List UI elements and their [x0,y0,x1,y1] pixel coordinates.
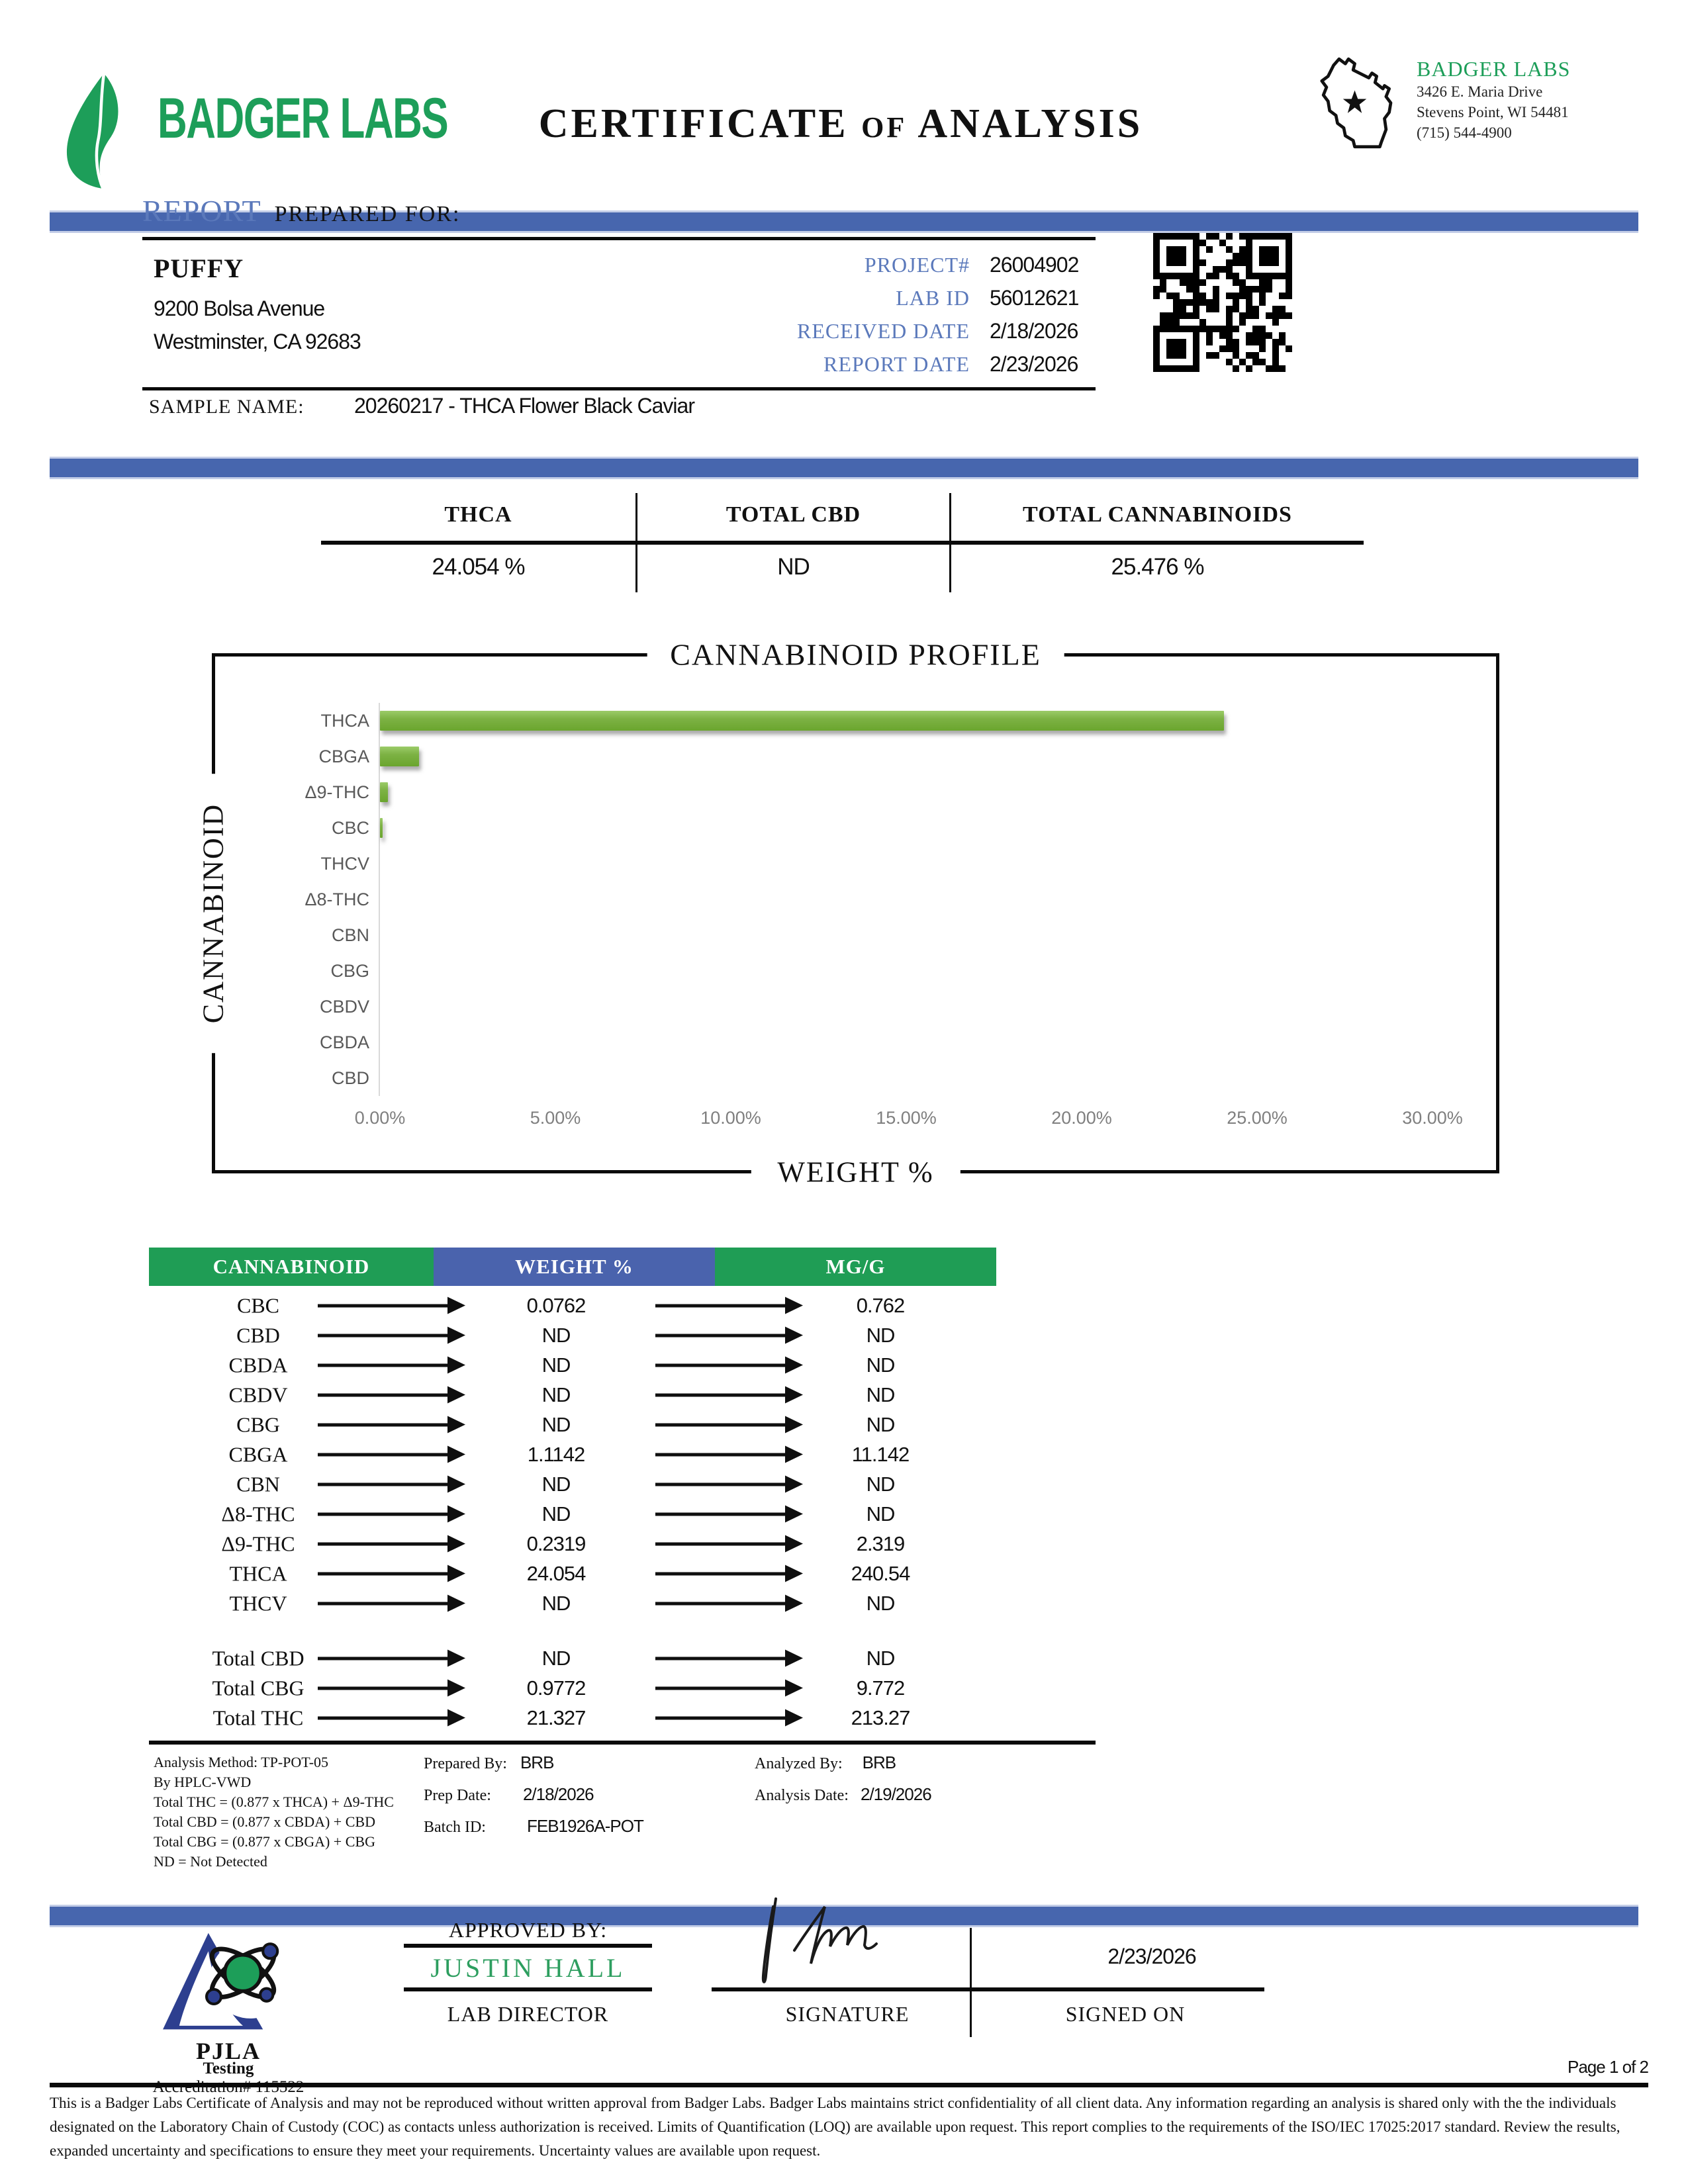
arrow-right-icon [655,1602,786,1605]
mgg-value: ND [866,1472,895,1496]
bar [380,747,419,766]
signed-on-date: 2/23/2026 [1107,1944,1196,1968]
mgg-value: 213.27 [851,1706,910,1729]
signed-on-label: SIGNED ON [1065,2002,1186,2026]
chart-row [222,846,1483,882]
approver-name: JUSTIN HALL [430,1953,626,1983]
approved-by-label: APPROVED BY: [448,1918,608,1942]
method-note-line: Analysis Method: TP-POT-05 [154,1754,329,1770]
weight-percent-value: 21.327 [526,1706,586,1729]
arrow-right-icon [318,1304,449,1307]
approver-role: LAB DIRECTOR [447,2002,609,2026]
chart-row [222,989,1483,1024]
page-number: Page 1 of 2 [1568,2057,1648,2077]
x-tick-label: 5.00% [530,1108,581,1128]
wisconsin-map-icon [1314,53,1408,158]
cannabinoid-profile-chart [197,637,1499,1189]
analyzed-by-row [755,1752,1099,1784]
arrow-right-icon [655,1716,786,1719]
x-tick-label: 20.00% [1051,1108,1112,1128]
report-fields [596,253,1192,385]
summary-header-rule [321,541,1364,545]
sample-name-value: 20260217 - THCA Flower Black Caviar [354,394,694,418]
arrow-right-icon [655,1453,786,1456]
chart-row [222,882,1483,917]
weight-percent-value: ND [541,1383,571,1406]
batch-id-value: FEB1926A-POT [526,1816,643,1836]
table-gap [149,1618,1096,1643]
mgg-value: 240.54 [851,1561,910,1585]
weight-percent-value: 24.054 [526,1561,586,1585]
mgg-value: ND [866,1502,895,1525]
weight-percent-value: ND [541,1646,571,1670]
report-heading [142,193,460,228]
table-total-row [149,1673,1096,1703]
arrow-right-icon [318,1602,449,1605]
table-row [149,1559,1096,1588]
chart-bar-track [379,917,1483,953]
report-field-row [596,253,1192,286]
footer-disclaimer: This is a Badger Labs Certificate of Analysis and may not be reproduced without written approval from Badger Labs. Badger Labs maintains strict confidentiality of all client data. Any information regarding an analysis is shared only with the the individuals designated on the Laboratory Chain of Custody (COC) as contacts unless authorization is received. Limits of Quantification (LOQ) are available upon request. This report complies to the requirements of the ISO/IEC 17025:2017 standard. Review the results, expanded uncertainty and specifications to ensure they meet your requirements. Uncertainty values are available upon request. [50,2095,1620,2159]
lab-address-line1: 3426 E. Maria Drive [1417,83,1543,100]
arrow-right-icon [655,1304,786,1307]
chart-bar-track [379,953,1483,989]
mgg-value: ND [866,1383,895,1406]
summary-label: TOTAL CANNABINOIDS [1023,502,1292,527]
analyte-name: CBN [236,1472,280,1496]
report-rule-top [142,237,1096,240]
total-name: Total CBG [212,1676,305,1700]
arrow-right-icon [655,1542,786,1545]
batch-id-row [424,1816,728,1848]
weight-percent-value: ND [541,1591,571,1615]
analyzed-by-label: Analyzed By: [755,1755,843,1772]
method-note-line: Total CBD = (0.877 x CBDA) + CBD [154,1813,375,1830]
chart-row [222,917,1483,953]
weight-percent-value: 0.2319 [526,1531,586,1555]
table-total-row [149,1643,1096,1673]
arrow-right-icon [318,1453,449,1456]
report-heading-accent: REPORT [142,194,261,228]
analyte-name: CBDA [228,1353,288,1377]
chart-category-label: Δ9-THC [305,782,369,802]
lab-address-block [1417,57,1655,143]
chart-category-label: THCA [320,710,369,731]
analyte-name: CBG [236,1412,280,1436]
analyte-name: CBC [236,1293,280,1317]
report-rule-bottom [142,387,1096,390]
arrow-right-icon [318,1716,449,1719]
chart-plot-area [222,703,1483,1097]
table-row [149,1499,1096,1529]
footer-rule [50,2083,1648,2087]
client-address-line2: Westminster, CA 92683 [154,330,361,353]
chart-bar-track [379,1024,1483,1060]
arrow-right-icon [655,1657,786,1660]
prepared-by-label: Prepared By: [424,1755,507,1772]
bar [380,711,1224,731]
mgg-value: ND [866,1323,895,1347]
report-field-value: 2/18/2026 [990,319,1078,343]
arrow-right-icon [655,1334,786,1337]
report-field-label: REPORT DATE [823,352,970,376]
chart-row [222,1060,1483,1096]
arrow-right-icon [655,1512,786,1516]
summary-label: THCA [444,502,512,527]
mgg-value: 0.762 [856,1293,905,1317]
mgg-value: 9.772 [856,1676,905,1700]
prepared-by-row [424,1752,728,1784]
title-part2: ANALYSIS [917,101,1143,146]
x-tick-label: 25.00% [1227,1108,1288,1128]
results-header-mgg: MG/G [715,1248,996,1286]
signature-rule [712,1987,1264,1991]
analyzed-by-value: BRB [862,1752,896,1772]
batch-id-label: Batch ID: [424,1819,486,1836]
chart-x-ticks [354,1108,1463,1132]
analyte-name: Δ9-THC [221,1531,295,1555]
pjla-logo-icon [156,1931,301,2036]
table-row [149,1350,1096,1380]
chart-category-label: CBG [330,960,369,981]
analysis-notes [755,1752,1099,1816]
results-header-weight: WEIGHT % [434,1248,715,1286]
method-note-line: By HPLC-VWD [154,1774,252,1790]
mgg-value: 11.142 [851,1442,910,1466]
mgg-value: ND [866,1412,895,1436]
prep-date-row [424,1784,728,1816]
chart-category-label: CBDV [319,996,369,1017]
lab-name: BADGER LABS [1417,57,1571,81]
report-heading-rest: PREPARED FOR: [274,202,461,226]
chart-category-label: CBC [331,817,369,838]
bar [380,782,388,802]
chart-row [222,703,1483,739]
chart-bar-track [379,810,1483,846]
lab-phone: (715) 544-4900 [1417,124,1512,141]
table-row [149,1410,1096,1439]
chart-bar-track [379,774,1483,810]
mgg-value: 2.319 [856,1531,905,1555]
client-address-line1: 9200 Bolsa Avenue [154,296,325,320]
results-table-body [149,1291,1096,1733]
chart-y-axis-label: CANNABINOID [197,774,230,1053]
chart-bar-track [379,1060,1483,1096]
weight-percent-value: ND [541,1472,571,1496]
badger-leaf-logo-icon [54,71,154,191]
arrow-right-icon [318,1334,449,1337]
chart-category-label: CBD [331,1068,369,1088]
method-note-line: ND = Not Detected [154,1853,267,1870]
arrow-right-icon [655,1686,786,1690]
results-total-rows [149,1643,1096,1733]
report-field-label: LAB ID [896,286,970,310]
report-field-row [596,352,1192,385]
table-row [149,1529,1096,1559]
report-field-label: RECEIVED DATE [797,319,970,343]
report-field-row [596,319,1192,352]
weight-percent-value: ND [541,1502,571,1525]
bar [380,818,383,838]
chart-row [222,953,1483,989]
table-row [149,1588,1096,1618]
weight-percent-value: 1.1142 [527,1442,585,1466]
total-name: Total CBD [212,1646,305,1670]
table-bottom-rule [149,1741,1096,1745]
chart-category-label: CBDA [319,1032,369,1052]
arrow-right-icon [318,1363,449,1367]
summary-table [321,493,1364,592]
weight-percent-value: ND [541,1323,571,1347]
client-name: PUFFY [154,253,244,283]
table-total-row [149,1703,1096,1733]
signoff-vertical-divider [970,1928,972,2037]
signature-label: SIGNATURE [785,2002,910,2026]
chart-category-label: CBN [331,925,369,945]
weight-percent-value: 0.0762 [526,1293,586,1317]
report-field-value: 2/23/2026 [990,352,1078,376]
arrow-right-icon [318,1423,449,1426]
summary-label: TOTAL CBD [726,502,861,527]
arrow-right-icon [318,1572,449,1575]
arrow-right-icon [655,1423,786,1426]
prepared-by-value: BRB [520,1752,554,1772]
analyte-name: THCA [229,1561,287,1585]
weight-percent-value: ND [541,1412,571,1436]
chart-bar-track [379,703,1483,739]
x-tick-label: 30.00% [1402,1108,1463,1128]
mgg-value: ND [866,1591,895,1615]
summary-value: 25.476 % [1111,554,1204,580]
divider-band-middle [50,457,1638,479]
summary-value: ND [777,554,810,580]
chart-bar-track [379,989,1483,1024]
method-notes [154,1752,432,1872]
prep-date-label: Prep Date: [424,1787,491,1804]
analysis-date-value: 2/19/2026 [860,1784,931,1804]
results-header-cannabinoid: CANNABINOID [149,1248,434,1286]
analyte-name: CBD [236,1323,280,1347]
total-name: Total THC [212,1706,304,1729]
mgg-value: ND [866,1646,895,1670]
arrow-right-icon [318,1512,449,1516]
table-row [149,1439,1096,1469]
chart-category-label: Δ8-THC [305,889,369,909]
arrow-right-icon [655,1572,786,1575]
title-part1: CERTIFICATE [538,101,849,146]
pjla-subtitle: Testing [203,2060,254,2077]
arrow-right-icon [318,1482,449,1486]
report-field-value: 26004902 [990,253,1079,277]
chart-title: CANNABINOID PROFILE [647,637,1064,672]
chart-row [222,739,1483,774]
mgg-value: ND [866,1353,895,1377]
analyte-name: Δ8-THC [221,1502,295,1525]
report-field-value: 56012621 [990,286,1079,310]
brand-wordmark: BADGER LABS [158,87,448,150]
results-rows [149,1291,1096,1618]
arrow-right-icon [318,1542,449,1545]
table-row [149,1320,1096,1350]
page-title [470,101,1211,148]
chart-bar-track [379,846,1483,882]
table-row [149,1380,1096,1410]
lab-address-line2: Stevens Point, WI 54481 [1417,104,1569,120]
qr-code [1153,233,1292,372]
arrow-right-icon [318,1686,449,1690]
report-field-row [596,286,1192,319]
chart-row [222,810,1483,846]
x-tick-label: 0.00% [354,1108,406,1128]
arrow-right-icon [655,1482,786,1486]
sample-name-label: SAMPLE NAME: [149,396,305,418]
chart-category-label: CBGA [318,746,369,766]
prep-notes [424,1752,728,1848]
weight-percent-value: 0.9772 [526,1676,586,1700]
chart-bar-track [379,882,1483,917]
table-row [149,1291,1096,1320]
arrow-right-icon [318,1393,449,1396]
x-tick-label: 10.00% [700,1108,761,1128]
method-note-line: Total CBG = (0.877 x CBGA) + CBG [154,1833,375,1850]
approved-rule-top [404,1944,652,1948]
signature [748,1889,966,1992]
title-connector: OF [861,111,908,144]
arrow-right-icon [318,1657,449,1660]
chart-bar-track [379,739,1483,774]
chart-row [222,774,1483,810]
weight-percent-value: ND [541,1353,571,1377]
analyte-name: CBGA [228,1442,288,1466]
arrow-right-icon [655,1393,786,1396]
summary-value: 24.054 % [432,554,525,580]
table-row [149,1469,1096,1499]
analyte-name: THCV [229,1591,287,1615]
arrow-right-icon [655,1363,786,1367]
analyte-name: CBDV [228,1383,288,1406]
results-table-header [149,1248,996,1286]
method-note-line: Total THC = (0.877 x THCA) + Δ9-THC [154,1794,394,1810]
chart-row [222,1024,1483,1060]
analysis-date-row [755,1784,1099,1816]
chart-category-label: THCV [320,853,369,874]
analysis-date-label: Analysis Date: [755,1787,849,1804]
x-tick-label: 15.00% [876,1108,937,1128]
approved-rule-bottom [404,1987,652,1991]
pjla-name: PJLA [196,2038,261,2064]
report-field-label: PROJECT# [864,253,970,277]
prep-date-value: 2/18/2026 [522,1784,594,1804]
chart-x-axis-label: WEIGHT % [751,1156,960,1189]
